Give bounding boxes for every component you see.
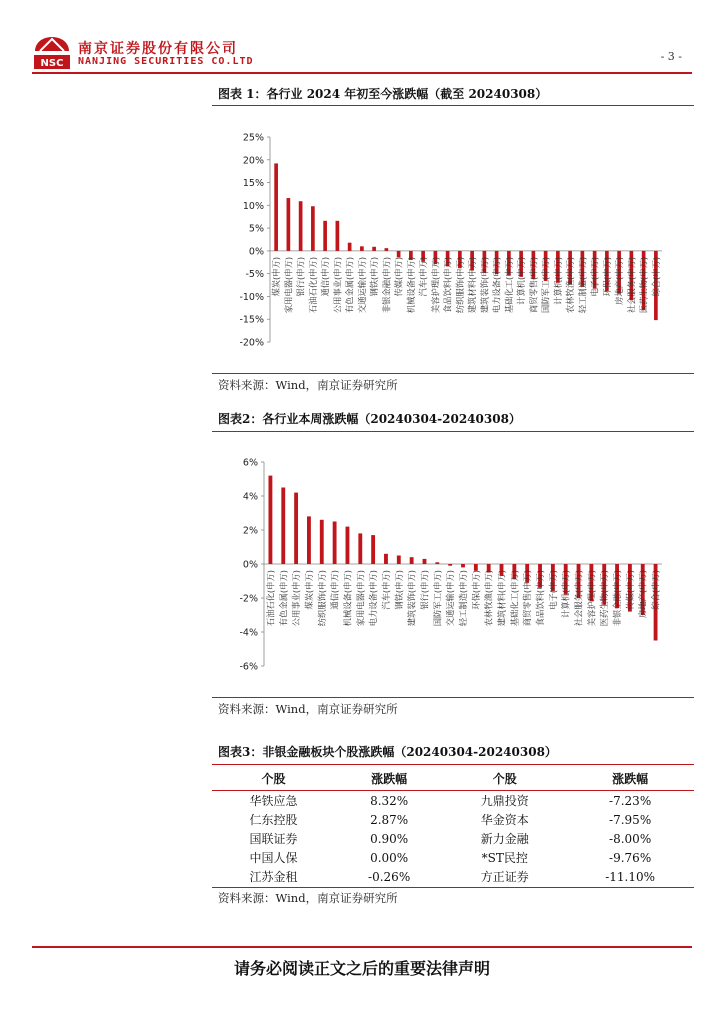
x-tick-label: 基础化工(申万) [503, 256, 514, 314]
table3-bottom-rule [212, 887, 694, 888]
x-tick-label: 医药生物(申万) [599, 570, 610, 627]
header-rule [32, 72, 692, 74]
table3-title: 图表3：非银金融板块个股涨跌幅（20240304-20240308） [218, 745, 557, 759]
stock-change: -0.26% [368, 869, 411, 884]
stock-name: 仁东控股 [249, 813, 298, 827]
company-name-cn: 南京证券股份有限公司 [78, 41, 238, 57]
x-tick-label: 汽车(申万) [418, 256, 429, 297]
stock-name: 新力金融 [480, 832, 529, 846]
y-tick-label: 0% [242, 559, 258, 571]
x-tick-label: 建筑装饰(申万) [479, 256, 490, 314]
table-row [212, 829, 694, 848]
stock-change: -8.00% [609, 831, 652, 846]
y-tick-label: -4% [239, 627, 258, 639]
y-tick-label: 20% [242, 155, 264, 167]
y-tick-label: -15% [239, 314, 264, 326]
y-tick-label: 15% [242, 178, 264, 190]
x-tick-label: 电力设备(申万) [368, 570, 379, 627]
x-tick-label: 医药生物(申万) [638, 256, 649, 314]
stock-change: -7.23% [609, 793, 652, 808]
x-tick-label: 计算机(申万) [560, 570, 571, 618]
x-tick-label: 有色金属(申万) [344, 256, 355, 314]
bar [299, 201, 303, 251]
header-stock-2: 个股 [492, 771, 517, 786]
y-tick-label: -2% [239, 593, 258, 605]
bar [448, 564, 452, 566]
figure1-title: 图表 1：各行业 2024 年初至今涨跌幅（截至 20240308） [218, 87, 548, 101]
x-tick-label: 钢铁(申万) [369, 256, 380, 297]
x-tick-label: 电力设备(申万) [491, 256, 502, 314]
logo-text: NSC [40, 58, 64, 69]
stock-name: 中国人保 [249, 851, 298, 865]
page-number: - 3 - [660, 50, 682, 63]
x-tick-label: 基础化工(申万) [509, 570, 520, 627]
x-tick-label: 公用事业(申万) [291, 570, 302, 627]
x-tick-label: 钢铁(申万) [393, 570, 404, 610]
x-tick-label: 公用事业(申万) [332, 256, 343, 314]
figure2-title: 图表2：各行业本周涨跌幅（20240304-20240308） [218, 412, 521, 426]
x-tick-label: 汽车(申万) [380, 570, 391, 610]
x-tick-label: 美容护理(申万) [430, 256, 441, 314]
bar [307, 516, 311, 564]
bar [435, 562, 439, 564]
stock-name: 九鼎投资 [480, 794, 529, 808]
x-tick-label: 建筑材料(申万) [496, 570, 507, 627]
x-tick-label: 电子(申万) [589, 256, 600, 297]
x-tick-label: 商贸零售(申万) [522, 570, 533, 627]
x-tick-label: 机械设备(申万) [405, 256, 416, 314]
x-tick-label: 传媒(申万) [624, 570, 635, 610]
bar [371, 535, 375, 564]
y-tick-label: -10% [239, 291, 264, 303]
x-tick-label: 环保(申万) [601, 256, 612, 297]
bar [333, 522, 337, 565]
table-header-row [212, 766, 694, 791]
x-tick-label: 环保(申万) [470, 570, 481, 610]
industry-ytd-chart [212, 110, 694, 372]
bar [336, 221, 340, 251]
x-tick-label: 轻工制造(申万) [577, 256, 588, 314]
y-tick-label: 0% [248, 246, 264, 258]
table-row [212, 848, 694, 867]
bar [423, 559, 427, 564]
x-tick-label: 家用电器(申万) [283, 256, 294, 314]
bar [360, 246, 364, 251]
stock-change: 0.90% [370, 831, 409, 846]
x-tick-label: 交通运输(申万) [356, 256, 367, 314]
y-tick-label: -20% [239, 337, 264, 349]
bar [385, 248, 389, 251]
x-tick-label: 美容护理(申万) [586, 570, 597, 627]
bar [461, 564, 465, 567]
bar [323, 221, 327, 251]
stock-change: -9.76% [609, 850, 652, 865]
figure1-top-rule [212, 105, 694, 106]
x-tick-label: 有色金属(申万) [278, 570, 289, 627]
figure2-source: 资料来源：Wind，南京证券研究所 [218, 702, 398, 716]
x-tick-label: 家用电器(申万) [355, 570, 366, 627]
x-tick-label: 房地产(申万) [637, 570, 648, 618]
y-tick-label: -6% [239, 661, 258, 673]
stock-name: 江苏金租 [249, 870, 298, 884]
x-tick-label: 机械设备(申万) [342, 570, 353, 627]
bar [268, 476, 272, 564]
stock-name: 华铁应急 [249, 794, 298, 808]
x-tick-label: 农林牧渔(申万) [483, 570, 494, 627]
bar [358, 533, 362, 564]
bar [397, 556, 401, 565]
figure1-bottom-rule [212, 373, 694, 374]
table3-source: 资料来源：Wind，南京证券研究所 [218, 891, 398, 905]
table-row [212, 867, 694, 886]
company-name-en: NANJING SECURITIES CO.LTD [78, 56, 254, 67]
x-tick-label: 轻工制造(申万) [458, 570, 468, 627]
stock-change: 8.32% [370, 793, 409, 808]
x-tick-label: 传媒(申万) [393, 256, 404, 297]
x-tick-label: 非银金融(申万) [381, 256, 392, 314]
bar [384, 554, 388, 564]
stock-change-table [212, 766, 694, 886]
stock-name: 国联证券 [249, 832, 298, 846]
footer-rule [32, 946, 692, 948]
bar [372, 247, 376, 251]
x-tick-label: 煤炭(申万) [271, 256, 282, 297]
table-row [212, 791, 694, 810]
x-tick-label: 社会服务(申万) [573, 570, 584, 627]
stock-change: 0.00% [370, 850, 409, 865]
x-tick-label: 计算机(申万) [552, 256, 563, 305]
figure2-top-rule [212, 431, 694, 432]
bar [281, 488, 285, 565]
table-row [212, 810, 694, 829]
y-tick-label: 6% [242, 457, 258, 469]
x-tick-label: 计算机(申万) [516, 256, 527, 305]
x-tick-label: 纺织服饰(申万) [316, 570, 327, 627]
y-tick-label: -5% [245, 269, 264, 281]
x-tick-label: 国防军工(申万) [540, 256, 551, 314]
figure2-bottom-rule [212, 697, 694, 698]
x-tick-label: 银行(申万) [295, 256, 306, 297]
y-tick-label: 2% [242, 525, 258, 537]
header-change-2: 涨跌幅 [612, 771, 649, 786]
company-logo [32, 34, 72, 72]
bar [348, 243, 352, 251]
y-tick-label: 25% [242, 132, 264, 144]
x-tick-label: 房地产(申万) [614, 256, 625, 305]
x-tick-label: 社会服务(申万) [626, 256, 637, 314]
y-tick-label: 4% [242, 491, 258, 503]
x-tick-label: 综合(申万) [650, 256, 661, 297]
y-tick-label: 5% [248, 223, 264, 235]
figure1-source: 资料来源：Wind，南京证券研究所 [218, 378, 398, 392]
x-tick-label: 通信(申万) [329, 570, 340, 610]
stock-name: *ST民控 [481, 851, 528, 865]
legal-notice: 请务必阅读正文之后的重要法律声明 [233, 959, 490, 978]
bar [346, 527, 350, 564]
stock-name: 华金资本 [480, 813, 529, 827]
x-tick-label: 综合(申万) [650, 570, 661, 610]
bar [294, 493, 298, 564]
bar [397, 251, 401, 257]
bar [274, 163, 278, 250]
x-tick-label: 商贸零售(申万) [528, 256, 539, 314]
industry-weekly-chart [212, 436, 694, 694]
x-tick-label: 非银金融(申万) [612, 570, 623, 627]
x-tick-label: 建筑装饰(申万) [406, 570, 417, 627]
x-tick-label: 煤炭(申万) [303, 570, 314, 610]
bar [410, 557, 414, 564]
x-tick-label: 银行(申万) [419, 570, 430, 610]
x-tick-label: 电子(申万) [547, 570, 558, 610]
x-tick-label: 国防军工(申万) [432, 570, 443, 627]
x-tick-label: 食品饮料(申万) [535, 570, 546, 627]
x-tick-label: 农林牧渔(申万) [565, 256, 576, 314]
stock-name: 方正证券 [480, 870, 529, 884]
x-tick-label: 石油石化(申万) [307, 256, 318, 314]
bar [311, 206, 315, 251]
stock-change: -7.95% [609, 812, 652, 827]
x-tick-label: 石油石化(申万) [265, 570, 276, 627]
y-tick-label: 10% [242, 200, 264, 212]
x-tick-label: 通信(申万) [320, 256, 331, 297]
x-tick-label: 食品饮料(申万) [442, 256, 453, 314]
bar [474, 564, 478, 571]
table3-top-rule [212, 764, 694, 765]
x-tick-label: 交通运输(申万) [445, 570, 456, 627]
bar [287, 198, 291, 251]
bar [320, 520, 324, 564]
stock-change: -11.10% [605, 869, 656, 884]
header-change-1: 涨跌幅 [371, 771, 408, 786]
header-stock-1: 个股 [261, 771, 286, 786]
x-tick-label: 纺织服饰(申万) [454, 256, 465, 314]
x-tick-label: 建筑材料(申万) [467, 256, 478, 314]
stock-change: 2.87% [370, 812, 409, 827]
